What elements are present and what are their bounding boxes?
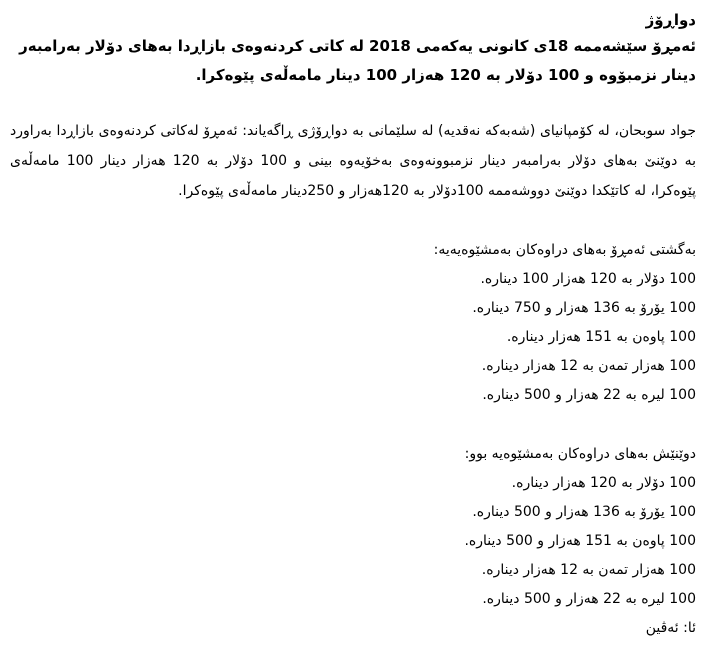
today-rate-gbp: 100 پاوەن بە 151 هەزار دینارە. [506, 329, 696, 345]
yesterday-rate-irr: 100 هەزار تمەن بە 12 هەزار دینارە. [481, 562, 696, 578]
yesterday-rates-list [10, 469, 696, 614]
yesterday-rate-usd: 100 دۆلار بە 120 هەزار دینارە. [511, 475, 696, 491]
source-label: دواڕۆژ [645, 11, 696, 29]
today-rates-list [10, 265, 696, 410]
today-rate-irr: 100 هەزار تمەن بە 12 هەزار دینارە. [481, 358, 696, 374]
yesterday-rate-eur: 100 یۆرۆ بە 136 هەزار و 500 دینارە. [472, 504, 696, 520]
today-rate-eur: 100 یۆرۆ بە 136 هەزار و 750 دینارە. [472, 300, 696, 316]
headline: ئەمڕۆ سێشەممە 18ی کانونی یەکەمی 2018 لە کاتی کردنەوەی بازاڕدا بەهای دۆلار بەرامبەر دینار نزمبۆوە و 100 دۆلار بە 120 هەزار 100 دینار مامەڵەی پێوەکرا. [19, 37, 696, 84]
lead-paragraph: جواد سوبحان، لە کۆمپانیای (شەبەکە نەقدیە) لە سلێمانی بە دواڕۆژی ڕاگەیاند: ئەمڕۆ لەکاتی کردنەوەی بازاڕدا بەراورد بە دوێنێ بەهای دۆلار بەرامبەر دینار نزمبوونەوەی بەخۆیەوە بینی و 100 دۆلار بە 120 هەزار دینار 100 مامەڵەی پێوەکرا، لە کاتێکدا دوێنێ دووشەممە 100دۆلار بە 120هەزار و 250دینار مامەڵەی پێوەکرا. [10, 123, 696, 199]
today-rates-title: بەگشتی ئەمڕۆ بەهای دراوەکان بەمشێوەیەیە: [433, 242, 696, 258]
today-rate-try: 100 لیرە بە 22 هەزار و 500 دینارە. [482, 387, 696, 403]
yesterday-rate-gbp: 100 پاوەن بە 151 هەزار و 500 دینارە. [464, 533, 696, 549]
yesterday-rates-title: دوێنێش بەهای دراوەکان بەمشێوەیە بوو: [464, 446, 696, 462]
author-signoff: ئا: ئەڤین [645, 620, 696, 636]
yesterday-rates-section [10, 440, 696, 614]
today-rate-usd: 100 دۆلار بە 120 هەزار 100 دینارە. [480, 271, 696, 287]
today-rates-section [10, 236, 696, 410]
yesterday-rate-try: 100 لیرە بە 22 هەزار و 500 دینارە. [482, 591, 696, 607]
